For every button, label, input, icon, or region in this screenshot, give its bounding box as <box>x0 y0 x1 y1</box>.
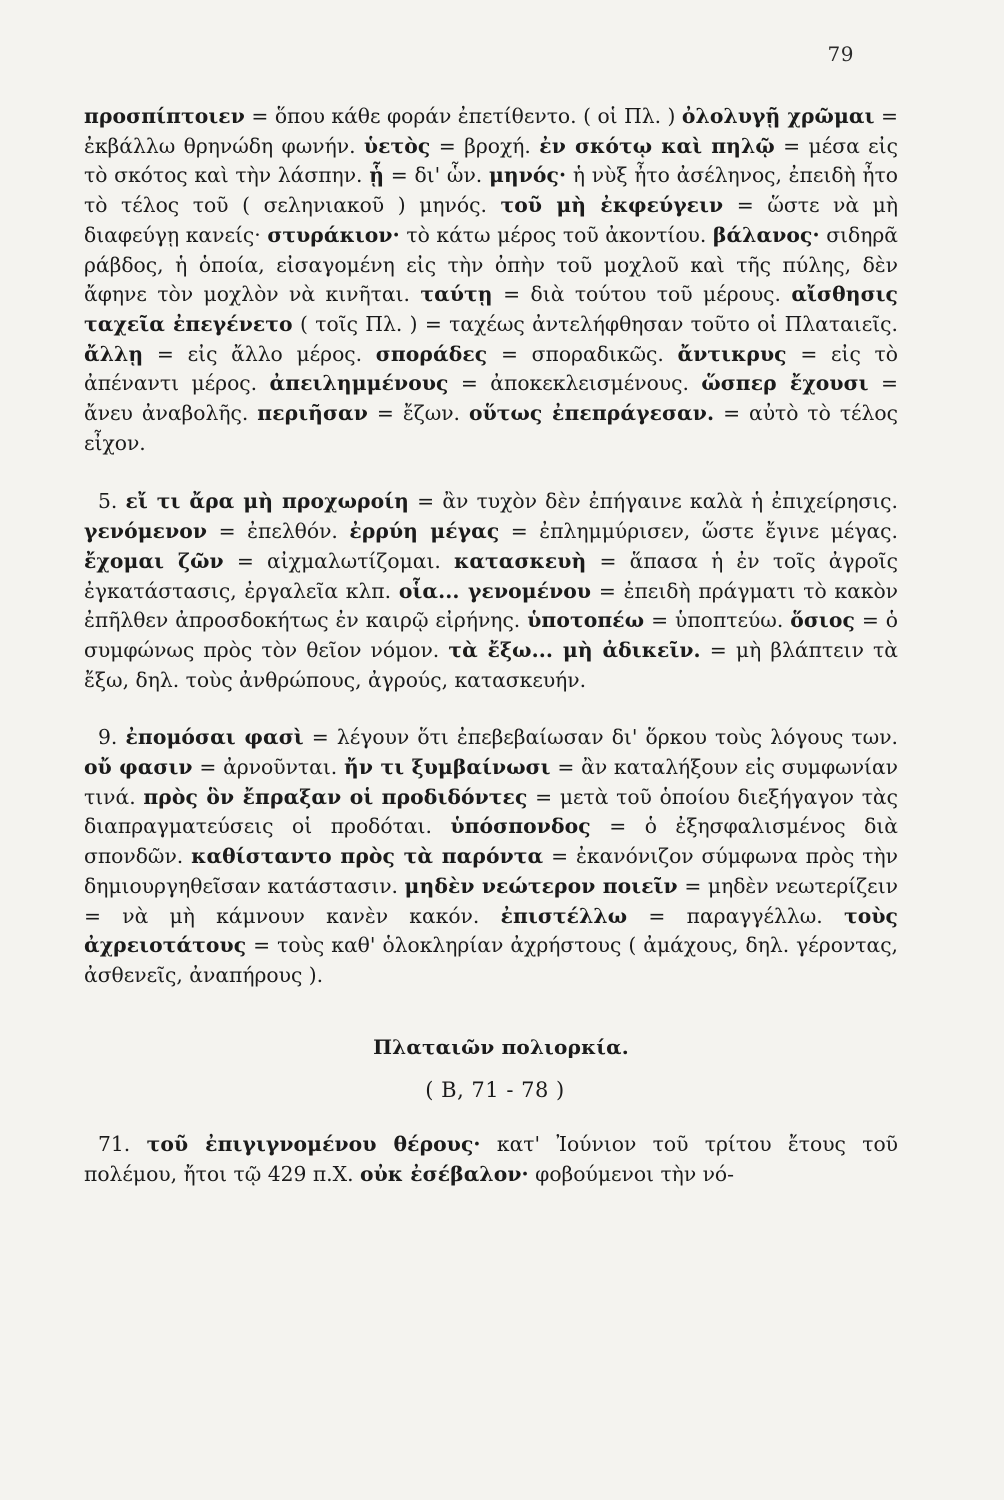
para-5-gloss: = ἐπλημμύρισεν, ὥστε ἔγινε μέγας. <box>499 519 898 544</box>
commentary-paragraph-71 <box>84 1130 898 1189</box>
para-1-gloss: σιδηρᾶ ράβδος, ἡ ὁποία, εἰσαγομένη εἰς τὴν ὀπὴν τοῦ μοχλοῦ καὶ τῆς πύλης, δὲν ἄφηνε τὸν μοχλὸν νὰ κινῆται. <box>84 222 898 307</box>
para-1-term: τοῦ μὴ ἐκφεύγειν <box>500 193 724 218</box>
para-1-term: αἴσθησις ταχεῖα ἐπεγένετο <box>84 282 898 336</box>
para-1-gloss: = μέσα εἰς τὸ σκότος καὶ τὴν λάσπην. <box>84 133 898 188</box>
para-9-term: πρὸς ὃν ἔπραξαν οἱ προδιδόντες <box>143 784 528 809</box>
para-5-gloss: = μὴ βλάπτειν τὰ ἔξω, δηλ. τοὺς ἀνθρώπους, ἀγρούς, κατασκευήν. <box>84 637 898 692</box>
para-9-term: τοὺς ἀχρειοτάτους <box>84 903 898 958</box>
para-1-gloss: = δι' ὧν. <box>384 163 489 188</box>
para-1-term: ἄλλῃ <box>84 341 144 366</box>
para-1-term: οὕτως ἐπεπράγεσαν. <box>468 401 715 426</box>
para-9-term: ὑπόσπονδος <box>450 814 591 839</box>
commentary-content <box>84 102 898 1190</box>
para-1-gloss: = ἔζων. <box>367 401 469 426</box>
para-1-gloss: = ἐκβάλλω θρηνώδη φωνήν. <box>84 104 898 158</box>
para-9-gloss: = μετὰ τοῦ ὁποίου διεξήγαγον τὰς διαπραγματεύσεις οἱ προδόται. <box>84 784 898 839</box>
para-5-term: γενόμενον <box>84 519 208 544</box>
para-1-term: στυράκιον· <box>267 222 400 247</box>
para-9-gloss: = τοὺς καθ' ὁλοκληρίαν ἀχρήστους ( ἀμάχους, δηλ. γέροντας, ἀσθενεῖς, ἀναπήρους ). <box>84 933 898 987</box>
para-9-gloss: = λέγουν ὅτι ἐπεβεβαίωσαν δι' ὅρκου τοὺς λόγους των. <box>303 725 898 750</box>
para-5-term: ὑποτοπέω <box>527 608 645 633</box>
para-1-gloss: = εἰς ἄλλο μέρος. <box>143 341 376 366</box>
para-9-gloss: = ἀρνοῦνται. <box>192 755 344 780</box>
para-1-term: ταύτῃ <box>420 282 493 307</box>
para-9-term: ἐπιστέλλω <box>500 903 628 928</box>
para-9-gloss: = ἐκανόνιζον σύμφωνα πρὸς τὴν δημιουργηθεῖσαν κατάστασιν. <box>84 844 899 898</box>
para-1-gloss: = εἰς τὸ ἀπέναντι μέρος. <box>84 341 898 396</box>
para-1-term: περιῆσαν <box>257 401 368 426</box>
para-71-term: οὐκ ἐσέβαλον· <box>359 1161 529 1186</box>
para-5-gloss: 5. <box>98 489 126 514</box>
para-5-term: τὰ ἔξω... μὴ ἀδικεῖν. <box>448 637 701 662</box>
para-1-term: ἀπειλημμένους <box>269 371 449 396</box>
para-1-gloss: = ὥστε νὰ μὴ διαφεύγῃ κανείς· <box>84 193 898 247</box>
para-5-term: ἐρρύη μέγας <box>349 519 500 544</box>
para-5-term: οἷα... γενομένου <box>398 578 592 603</box>
para-1-term: ὥσπερ ἔχουσι <box>701 371 869 396</box>
para-1-term: προσπίπτοιεν <box>84 104 245 128</box>
para-5-gloss: = ἅπασα ἡ ἐν τοῖς ἀγροῖς ἐγκατάστασις, ἐργαλεῖα κλπ. <box>84 548 898 603</box>
para-9-term: καθίσταντο πρὸς τὰ παρόντα <box>191 844 544 869</box>
para-1-gloss: = ἀποκεκλεισμένους. <box>448 371 702 396</box>
para-1-term: μηνός· <box>488 163 567 188</box>
para-1-gloss: = ἄνευ ἀναβολῆς. <box>84 371 898 426</box>
para-9-gloss: = ὁ ἐξησφαλισμένος διὰ σπονδῶν. <box>84 814 898 869</box>
para-1-gloss: = σποραδικῶς. <box>487 341 678 366</box>
commentary-paragraph-9 <box>84 723 898 990</box>
para-9-gloss: 9. <box>98 725 126 750</box>
para-1-term: βάλανος· <box>712 222 820 247</box>
para-1-term: ὑετὸς <box>363 133 431 158</box>
para-1-gloss: ( τοῖς Πλ. ) = ταχέως ἀντελήφθησαν τοῦτο οἱ Πλαταιεῖς. <box>292 311 898 336</box>
para-5-gloss: = ἂν τυχὸν δὲν ἐπήγαινε καλὰ ἡ ἐπιχείρησις. <box>408 489 898 514</box>
para-9-gloss: = ἂν καταλήξουν εἰς συμφωνίαν τινά. <box>84 755 898 809</box>
para-5-term: εἴ τι ἄρα μὴ προχωροίη <box>125 489 409 514</box>
section-reference: ( Β, 71 - 78 ) <box>425 1078 565 1103</box>
para-1-gloss: = βροχή. <box>430 133 540 158</box>
para-1-gloss: = ὅπου κάθε φοράν ἐπετίθεντο. ( οἱ Πλ. ) <box>244 104 682 128</box>
para-9-term: ἐπομόσαι φασὶ <box>125 725 304 750</box>
para-5-term: κατασκευὴ <box>454 548 587 573</box>
para-1-gloss: ἡ νὺξ ἦτο ἀσέληνος, ἐπειδὴ ἦτο τὸ τέλος τοῦ ( σεληνιακοῦ ) μηνός. <box>84 163 898 218</box>
para-1-gloss: τὸ κάτω μέρος τοῦ ἀκοντίου. <box>399 222 713 247</box>
para-1-term: σποράδες <box>375 341 488 366</box>
para-5-term: ἔχομαι ζῶν <box>84 548 224 573</box>
para-5-gloss: = ἐπελθόν. <box>207 519 350 544</box>
para-1-term: ὀλολυγῇ χρῶμαι <box>681 104 875 128</box>
para-5-gloss: = ἐπειδὴ πράγματι τὸ κακὸν ἐπῆλθεν ἀπροσδοκήτως ἐν καιρῷ εἰρήνης. <box>84 578 898 633</box>
para-71-gloss: κατ' Ἰούνιον τοῦ τρίτου ἔτους τοῦ πολέμου, ἤτοι τῷ 429 π.Χ. <box>84 1132 898 1186</box>
section-title: Πλαταιῶν πολιορκία. <box>373 1034 629 1059</box>
para-1-gloss: = αὐτὸ τὸ τέλος εἶχον. <box>84 401 898 455</box>
para-1-term: ᾗ <box>369 163 385 188</box>
para-1-gloss: = διὰ τούτου τοῦ μέρους. <box>492 282 792 307</box>
page-number: 79 <box>827 42 854 66</box>
para-9-term: μηδὲν νεώτερον ποιεῖν <box>404 873 678 898</box>
para-5-term: ὅσιος <box>790 608 855 633</box>
para-5-gloss: = ὁ συμφώνως πρὸς τὸν θεῖον νόμον. <box>84 608 898 662</box>
para-71-gloss: φοβούμενοι τὴν νό- <box>528 1161 734 1186</box>
para-1-term: ἄντικρυς <box>677 341 787 366</box>
para-5-gloss: = αἰχμαλωτίζομαι. <box>223 548 455 573</box>
para-9-term: οὔ φασιν <box>84 755 193 780</box>
para-9-gloss: = παραγγέλλω. <box>627 903 844 928</box>
para-5-gloss: = ὑποπτεύω. <box>644 608 791 633</box>
para-9-term: ἤν τι ξυμβαίνωσι <box>344 755 551 780</box>
para-71-term: τοῦ ἐπιγιγνομένου θέρους· <box>146 1132 481 1157</box>
commentary-paragraph-5 <box>84 487 898 695</box>
para-9-gloss: = μηδὲν νεωτερίζειν = νὰ μὴ κάμνουν κανὲν κακόν. <box>84 873 898 928</box>
commentary-paragraph-1 <box>84 102 898 458</box>
para-71-gloss: 71. <box>98 1132 147 1157</box>
para-1-term: ἐν σκότῳ καὶ πηλῷ <box>539 133 775 158</box>
